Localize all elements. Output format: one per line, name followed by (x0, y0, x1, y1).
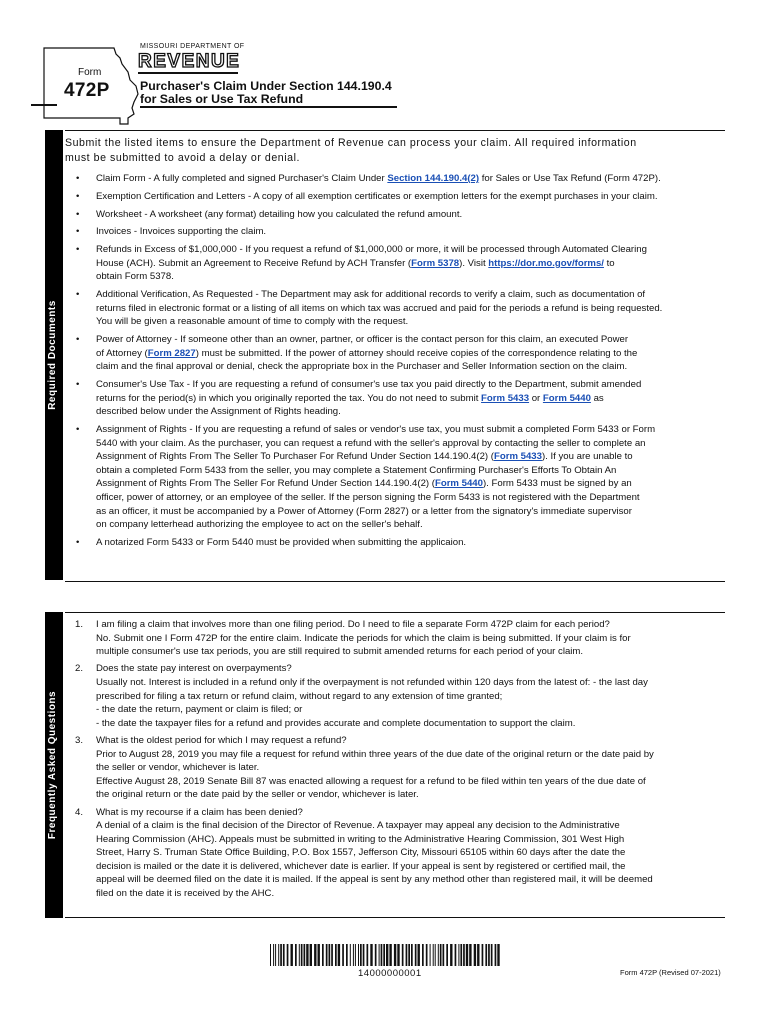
faq-line: multiple consumer's use tax periods, you are still required to submit amended returns for each period of your claim. (96, 646, 584, 658)
faq-line: - the date the taxpayer files for a refund and provides accurate and complete documentation to support the claim. (96, 717, 576, 729)
barcode-stripe (389, 944, 391, 966)
faq-line: prescribed for filing a tax return or refund claim, without regard to any extension of time granted; (96, 690, 503, 702)
barcode-stripe (435, 944, 436, 966)
header-dash (31, 104, 57, 106)
barcode-stripe (430, 944, 431, 966)
item-text: to (603, 257, 615, 269)
barcode-stripe (422, 944, 424, 966)
faq-item (65, 618, 725, 659)
faq-line: - the date the return, payment or claim is filed; or (96, 704, 303, 716)
item-text: ). If you are unable to (541, 451, 633, 463)
faq-line: appeal will be deemed filed on the date it is mailed. If the appeal is sent by any method other than registered mail, it will be deemed (96, 874, 653, 886)
barcode-stripe (474, 944, 476, 966)
barcode-stripe (460, 944, 462, 966)
barcode-stripe (488, 944, 490, 966)
barcode-stripe (495, 944, 497, 966)
item-text: 5440 with your claim. As the purchaser, you can request a refund with the seller's approval by contacting the seller to complete an (96, 437, 646, 449)
item-text: obtain a completed Form 5433 from the seller, you may complete a Statement Confirming Purchaser's Efforts To Obtain An (96, 464, 617, 476)
item-text: A notarized Form 5433 or Form 5440 must be provided when submitting the applicaion. (96, 536, 467, 548)
item-text: Consumer's Use Tax - If you are requesting a refund of consumer's use tax you paid directly to the Department, submit amended (96, 379, 642, 391)
item-text: ). Visit (459, 257, 489, 269)
barcode-stripe (455, 944, 457, 966)
form-2827-link[interactable]: Form 2827 (147, 347, 196, 359)
faq-number: 4. (75, 806, 84, 818)
list-item (65, 243, 725, 284)
barcode-stripe (463, 944, 465, 966)
section-top-rule (65, 612, 725, 613)
dor-forms-link[interactable]: https://dor.mo.gov/forms/ (488, 257, 604, 269)
bullet: • (76, 226, 80, 238)
item-text: ) must be submitted. If the power of attorney should receive copies of the correspondence relating to the (195, 347, 638, 359)
barcode (270, 944, 500, 966)
faq-line: filed on the date it is received by the AHC. (96, 888, 275, 900)
bullet: • (76, 424, 80, 435)
section-top-rule (65, 130, 725, 131)
item-text: returns for the period(s) in which you originally reported the tax. You do not need to submit (96, 392, 482, 404)
barcode-stripe (485, 944, 487, 966)
item-text: Assignment of Rights - If you are requesting a refund of sales or vendor's use tax, you must submit a completed Form 5433 or Form (96, 424, 656, 435)
form-5433-link[interactable]: Form 5433 (481, 392, 530, 404)
barcode-stripe (318, 944, 320, 966)
title-rule (140, 106, 397, 108)
barcode-stripe (299, 944, 300, 966)
bullet: • (76, 173, 80, 184)
item-text: of Attorney ( (96, 347, 148, 359)
form-5433-link[interactable]: Form 5433 (493, 451, 542, 463)
item-text: You will be given a reasonable amount of time to comply with the request. (96, 316, 409, 328)
barcode-stripe (278, 944, 279, 966)
item-text: claim and the final approval or denial, check the appropriate box in the Purchaser and Seller Information section on the claim. (96, 361, 628, 373)
item-text: Power of Attorney - If someone other than an owner, partner, or officer is the contact person for this claim, an executed Power (96, 334, 629, 346)
barcode-stripe (469, 944, 471, 966)
barcode-stripe (280, 944, 282, 966)
form-number: 472P (64, 80, 110, 101)
barcode-stripe (477, 944, 479, 966)
bullet: • (76, 289, 80, 301)
department-label: MISSOURI DEPARTMENT OF (140, 43, 245, 50)
barcode-stripe (270, 944, 271, 966)
list-item (65, 378, 725, 419)
list-item (65, 208, 725, 222)
barcode-stripe (440, 944, 442, 966)
item-text: Additional Verification, As Requested - The Department may ask for additional records to verify a claim, such as documentation of (96, 289, 646, 301)
faq-sidebar (45, 612, 63, 918)
list-item (65, 172, 725, 186)
faq-item (65, 806, 725, 901)
form-5440-link[interactable]: Form 5440 (434, 478, 483, 490)
barcode-stripe (397, 944, 399, 966)
section-bottom-rule (65, 581, 725, 582)
barcode-stripe (482, 944, 484, 966)
faq-line: Street, Harry S. Truman State Office Building, P.O. Box 1557, Jefferson City, Missouri 65105 within 60 days after the date the (96, 847, 626, 859)
list-item (65, 333, 725, 374)
barcode-stripe (375, 944, 377, 966)
item-text: for Sales or Use Tax Refund (Form 472P). (479, 173, 661, 184)
required-documents-sidebar (45, 130, 63, 580)
faq-line: A denial of a claim is the final decision of the Director of Revenue. A taxpayer may appeal any decision to the Administrative (96, 820, 620, 832)
barcode-stripe (350, 944, 351, 966)
form-revision: Form 472P (Revised 07-2021) (620, 968, 721, 977)
section-bottom-rule (65, 917, 725, 918)
barcode-stripe (426, 944, 428, 966)
bullet: • (76, 208, 80, 220)
barcode-stripe (446, 944, 448, 966)
barcode-stripe (306, 944, 308, 966)
barcode-stripe (353, 944, 354, 966)
required-documents-section (65, 130, 725, 582)
faq-item (65, 734, 725, 802)
barcode-stripe (491, 944, 493, 966)
faq-line: No. Submit one I Form 472P for the entire claim. Indicate the periods for which the claim is being submitted. If your claim is for (96, 632, 631, 644)
barcode-stripe (291, 944, 293, 966)
faq-label: Frequently Asked Questions (47, 690, 58, 840)
faq-line: the seller or vendor, whichever is later. (96, 762, 260, 774)
list-item (65, 225, 725, 239)
barcode-stripe (273, 944, 274, 966)
barcode-stripe (355, 944, 356, 966)
item-text: House (ACH). Submit an Agreement to Receive Refund by ACH Transfer ( (96, 257, 412, 269)
item-text: Assignment of Rights From The Seller For Refund Under Section 144.190.4(2) ( (96, 478, 435, 490)
barcode-stripe (383, 944, 385, 966)
form-title-line2: for Sales or Use Tax Refund (140, 92, 304, 106)
faq-line: the original return or the date paid by the seller or vendor, whichever is later. (96, 789, 419, 801)
barcode-stripe (415, 944, 417, 966)
barcode-stripe (363, 944, 365, 966)
item-text: officer, power of attorney, or an employee of the seller. If the person signing the Form 5433 is not registered with the Department (96, 491, 640, 503)
barcode-stripe (331, 944, 333, 966)
barcode-stripe (381, 944, 383, 966)
faq-number: 1. (75, 619, 84, 630)
form-label: Form (78, 67, 102, 78)
item-text: obtain Form 5378. (96, 271, 174, 283)
barcode-stripe (275, 944, 276, 966)
item-text: or (529, 392, 543, 404)
barcode-stripe (411, 944, 413, 966)
bullet: • (76, 190, 80, 202)
intro-line2: must be submitted to avoid a delay or denial. (65, 152, 300, 164)
bullet: • (76, 244, 80, 256)
barcode-stripe (418, 944, 420, 966)
barcode-stripe (304, 944, 306, 966)
faq-line: What is my recourse if a claim has been denied? (96, 806, 303, 818)
faq-item (65, 662, 725, 730)
barcode-stripe (458, 944, 459, 966)
faq-line: I am filing a claim that involves more than one filing period. Do I need to file a separate Form 472P claim for each period? (96, 619, 610, 630)
barcode-number: 14000000001 (358, 968, 422, 979)
barcode-stripe (301, 944, 303, 966)
barcode-stripe (283, 944, 285, 966)
list-item (65, 536, 725, 550)
barcode-stripe (287, 944, 289, 966)
barcode-stripe (438, 944, 439, 966)
list-item (65, 288, 725, 329)
barcode-stripe (338, 944, 340, 966)
faq-line: Does the state pay interest on overpayments? (96, 663, 292, 675)
faq-number: 3. (75, 734, 84, 746)
item-text: Exemption Certification and Letters - A copy of all exemption certificates or exemption letters for the exempt purchases in your claim. (96, 190, 658, 202)
barcode-stripe (497, 944, 499, 966)
barcode-stripe (360, 944, 362, 966)
required-documents-list (65, 172, 725, 550)
list-item (65, 190, 725, 204)
faq-line: decision is mailed or the date it is delivered, whichever date is earlier. If your appeal is sent by registered or certified mail, the (96, 860, 626, 872)
faq-line: What is the oldest period for which I may request a refund? (96, 734, 347, 746)
barcode-stripe (386, 944, 388, 966)
bullet: • (76, 536, 80, 548)
barcode-stripe (379, 944, 380, 966)
faq-line: Usually not. Interest is included in a refund only if the overpayment is not refunded within 120 days from the latest of: - the last day (96, 676, 648, 688)
barcode-stripe (314, 944, 316, 966)
barcode-stripe (402, 944, 404, 966)
department-logo: REVENUE (138, 51, 241, 72)
barcode-stripe (370, 944, 372, 966)
item-text: Worksheet - A worksheet (any format) detailing how you calculated the refund amount. (96, 208, 463, 220)
barcode-stripe (322, 944, 324, 966)
item-text: as (590, 392, 604, 404)
list-item (65, 423, 725, 532)
barcode-stripe (367, 944, 369, 966)
section-144-190-4-link[interactable]: Section 144.190.4(2) (387, 173, 480, 184)
barcode-stripe (394, 944, 396, 966)
item-text: described below under the Assignment of Rights heading. (96, 406, 341, 418)
barcode-stripe (295, 944, 297, 966)
barcode-stripe (433, 944, 434, 966)
item-text: as an officer, it must be accompanied by a Power of Attorney (Form 2827) or a letter from the signatory's immediate supervisor (96, 505, 632, 517)
barcode-stripe (346, 944, 348, 966)
faq-number: 2. (75, 663, 84, 675)
barcode-stripe (408, 944, 410, 966)
faq-list (65, 618, 725, 901)
faq-line: Prior to August 28, 2019 you may file a request for refund within three years of the due date of the original return or the date paid by (96, 748, 654, 760)
item-text: ). Form 5433 must be signed by an (482, 478, 632, 490)
barcode-stripe (443, 944, 445, 966)
barcode-stripe (466, 944, 468, 966)
form-5440-link[interactable]: Form 5440 (542, 392, 591, 404)
logo-underline (138, 72, 238, 74)
form-title-line1: Purchaser's Claim Under Section 144.190.4 (140, 79, 392, 93)
barcode-stripe (310, 944, 312, 966)
barcode-stripe (358, 944, 359, 966)
item-text: Invoices - Invoices supporting the claim. (96, 226, 267, 238)
item-text: Claim Form - A fully completed and signed Purchaser's Claim Under (96, 173, 388, 184)
barcode-stripe (406, 944, 408, 966)
barcode-stripe (326, 944, 328, 966)
intro-line1: Submit the listed items to ensure the Department of Revenue can process your claim. All required information (65, 137, 637, 149)
bullet: • (76, 379, 80, 391)
faq-line: Hearing Commission (AHC). Appeals must be submitted in writing to the Administrative Hearing Commission, 301 West High (96, 833, 625, 845)
bullet: • (76, 334, 80, 346)
item-text: Assignment of Rights From The Seller To Purchaser For Refund Under Section 144.190.4(2) ( (96, 451, 494, 463)
faq-line: Effective August 28, 2019 Senate Bill 87 was enacted allowing a request for a refund to be filed within ten years of the due date of (96, 775, 646, 787)
required-documents-label: Required Documents (47, 300, 58, 410)
form-5378-link[interactable]: Form 5378 (411, 257, 460, 269)
faq-section (65, 612, 725, 918)
barcode-stripe (450, 944, 452, 966)
barcode-stripe (329, 944, 331, 966)
barcode-stripe (342, 944, 344, 966)
item-text: Refunds in Excess of $1,000,000 - If you request a refund of $1,000,000 or more, it will be processed through Automated Clearing (96, 244, 647, 256)
item-text: returns filed in electronic format or a listing of all items on which tax was accrued and paid for the periods a refund is being requested. (96, 302, 663, 314)
barcode-stripe (335, 944, 337, 966)
item-text: on company letterhead authorizing the employee to act on the seller's behalf. (96, 519, 423, 531)
